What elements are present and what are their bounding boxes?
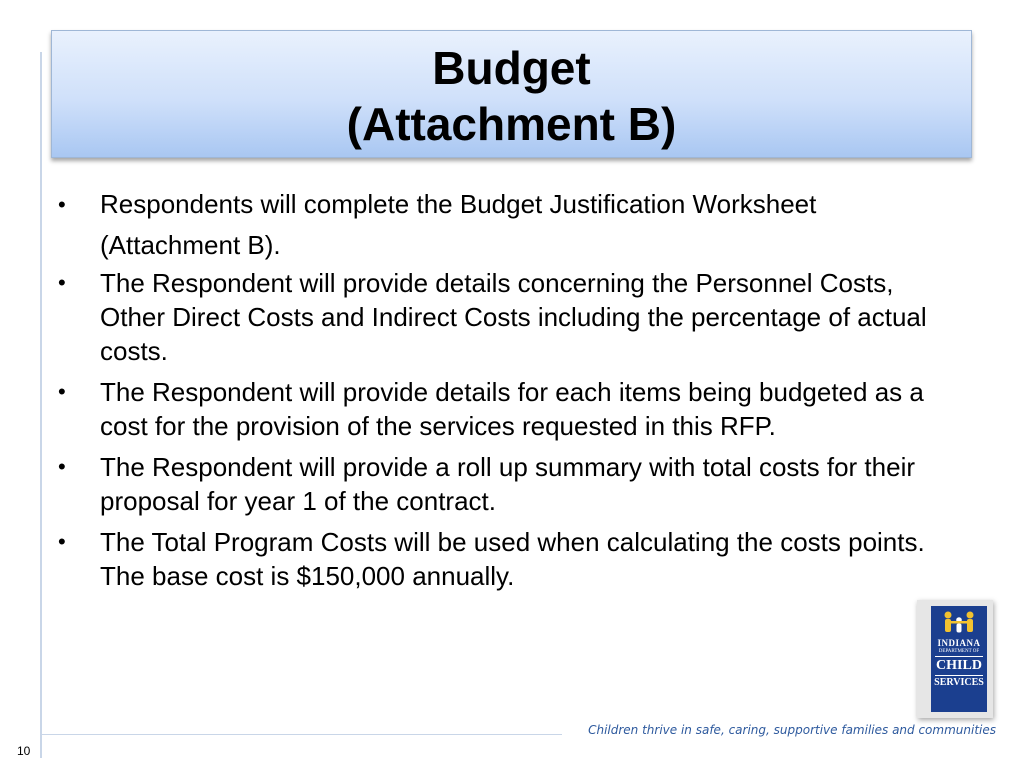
logo-text-department: DEPARTMENT OF xyxy=(938,649,980,654)
bullet-item xyxy=(58,184,958,266)
logo-text-services: SERVICES xyxy=(934,677,984,688)
bullet-dot-icon: • xyxy=(58,379,66,404)
bullet-text: The Respondent will provide a roll up summary with total costs for their proposal for year 1 of the contract. xyxy=(100,452,916,516)
page-number: 10 xyxy=(17,744,31,758)
bullet-item xyxy=(58,525,958,593)
bullet-text: The Total Program Costs will be used when calculating the costs points. The base cost is $150,000 annually. xyxy=(100,527,925,591)
bullet-dot-icon: • xyxy=(58,270,66,295)
logo-divider xyxy=(935,656,983,657)
bullet-text: The Respondent will provide details concerning the Personnel Costs, Other Direct Costs and Indirect Costs including the percentage of actual costs. xyxy=(100,268,927,366)
bullet-text: The Respondent will provide details for each items being budgeted as a cost for the provision of the services requested in this RFP. xyxy=(100,377,924,441)
bullet-list xyxy=(58,184,958,600)
family-figures-icon xyxy=(939,610,979,636)
bullet-item xyxy=(58,266,958,368)
bullet-item xyxy=(58,450,958,518)
bullet-dot-icon: • xyxy=(58,529,66,554)
logo-divider xyxy=(935,675,983,676)
bullet-dot-icon: • xyxy=(58,454,66,479)
logo-text-child: CHILD xyxy=(936,658,982,673)
bullet-item xyxy=(58,375,958,443)
left-vertical-rule xyxy=(40,52,42,758)
dcs-logo-panel xyxy=(931,606,987,712)
slide-subtitle: (Attachment B) xyxy=(346,98,677,150)
dcs-logo xyxy=(917,600,993,718)
logo-text-indiana: INDIANA xyxy=(937,638,981,648)
bullet-dot-icon: • xyxy=(58,192,66,217)
slide-title: Budget xyxy=(432,42,591,94)
footer-tagline: Children thrive in safe, caring, supportive families and communities xyxy=(588,723,996,737)
bullet-text: Respondents will complete the Budget Justification Worksheet (Attachment B). xyxy=(100,189,817,260)
footer-rule xyxy=(42,734,562,735)
title-banner xyxy=(51,30,972,158)
